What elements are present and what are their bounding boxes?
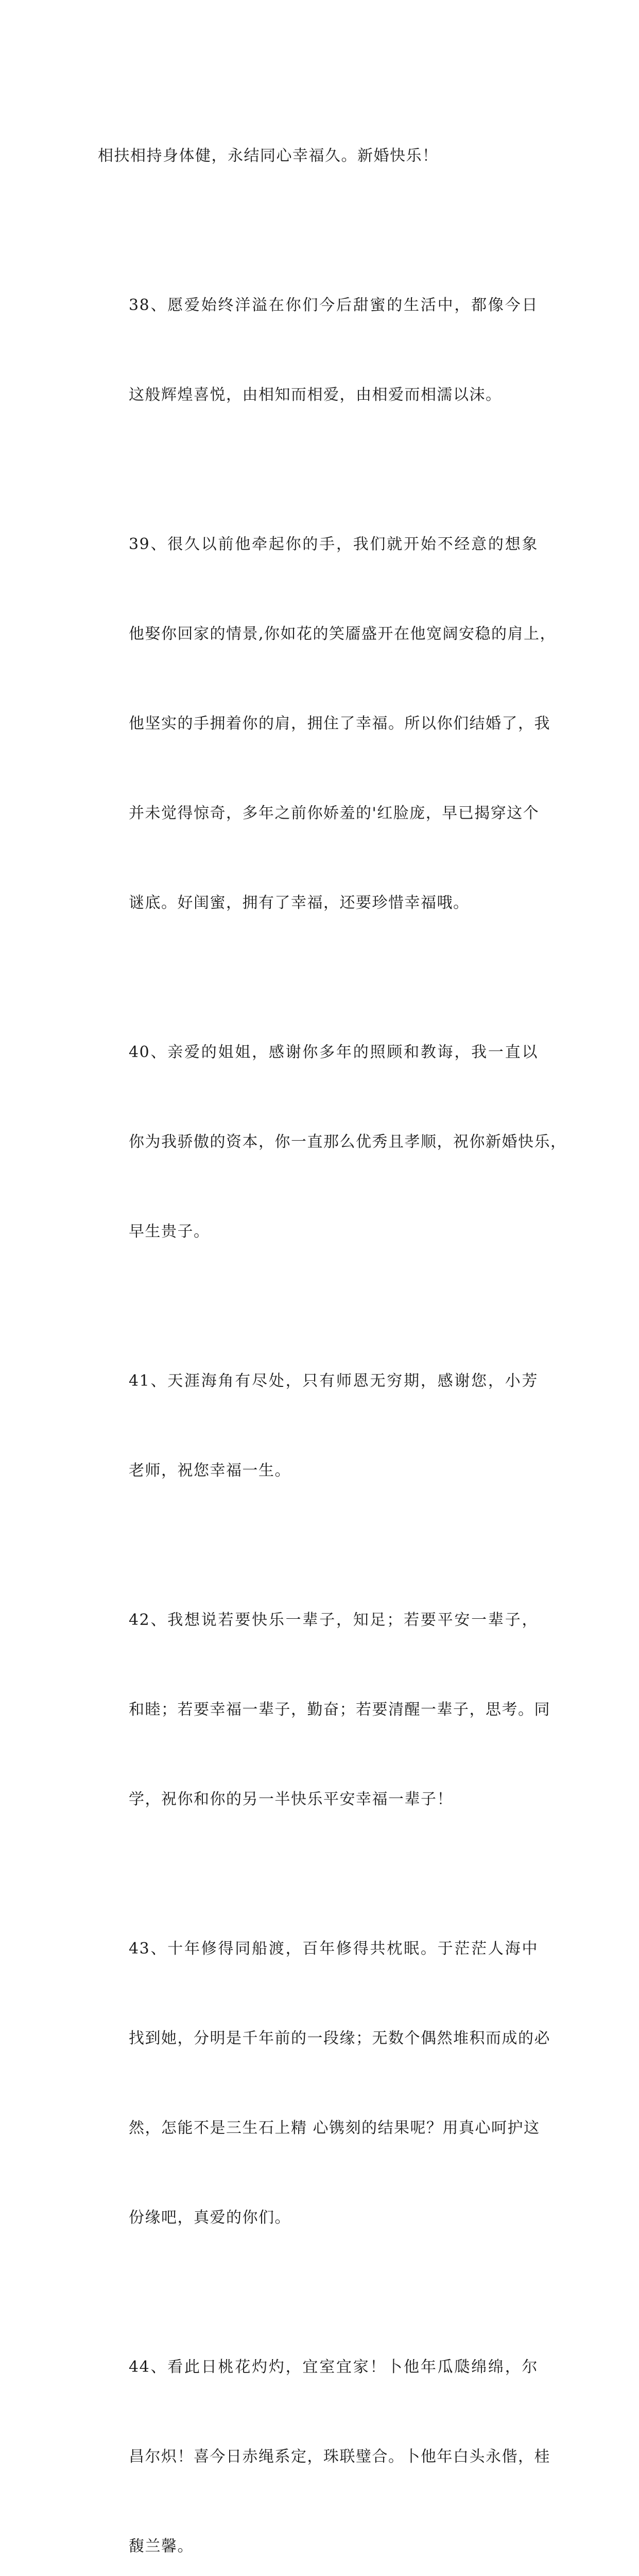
paragraph-43 xyxy=(98,1874,550,2293)
text-line: 他娶你回家的情景,你如花的笑靥盛开在他宽阔安稳的肩上， xyxy=(129,625,557,643)
text-line: 41、天涯海角有尽处，只有师恩无穷期，感谢您，小芳 xyxy=(129,1372,538,1390)
text-line: 你为我骄傲的资本，你一直那么优秀且孝顺，祝你新婚快乐， xyxy=(129,1133,567,1151)
text-line: 这般辉煌喜悦，由相知而相爱，由相爱而相濡以沫。 xyxy=(129,386,502,404)
paragraph-38 xyxy=(98,231,538,470)
text-line: 42、我想说若要快乐一辈子，知足；若要平安一辈子， xyxy=(129,1611,538,1629)
text-line: 44、看此日桃花灼灼，宜室宜家！卜他年瓜瓞绵绵，尔 xyxy=(129,2358,538,2376)
paragraph-42 xyxy=(98,1546,550,1874)
text-line: 老师，祝您幸福一生。 xyxy=(129,1462,291,1480)
text-line: 谜底。好闺蜜，拥有了幸福，还要珍惜幸福哦。 xyxy=(129,894,470,912)
paragraph-37-tail xyxy=(98,81,538,231)
text-line: 早生贵子。 xyxy=(129,1223,210,1241)
text-line: 昌尔炽！喜今日赤绳系定，珠联璧合。卜他年白头永偕，桂 xyxy=(129,2448,550,2466)
text-line: 38、愿爱始终洋溢在你们今后甜蜜的生活中，都像今日 xyxy=(129,296,538,314)
text-line: 学，祝你和你的另一半快乐平安幸福一辈子！ xyxy=(129,1790,453,1808)
text-line: 39、很久以前他牵起你的手，我们就开始不经意的想象 xyxy=(129,535,538,553)
paragraph-40 xyxy=(98,978,567,1307)
paragraph-44 xyxy=(98,2293,550,2576)
text-line: 份缘吧，真爱的你们。 xyxy=(129,2209,291,2227)
document-body xyxy=(98,81,567,2576)
text-line: 和睦；若要幸福一辈子，勤奋；若要清醒一辈子，思考。同 xyxy=(129,1701,550,1719)
text-line: 相扶相持身体健，永结同心幸福久。新婚快乐！ xyxy=(98,147,439,165)
text-line: 43、十年修得同船渡，百年修得共枕眠。于茫茫人海中 xyxy=(129,1940,538,1958)
paragraph-41 xyxy=(98,1307,538,1546)
text-line: 找到她，分明是千年前的一段缘；无数个偶然堆积而成的必 xyxy=(129,2029,550,2047)
text-line: 馥兰馨。 xyxy=(129,2537,194,2555)
text-line: 他坚实的手拥着你的肩，拥住了幸福。所以你们结婚了，我 xyxy=(129,715,550,733)
paragraph-39 xyxy=(98,470,557,978)
text-line: 40、亲爱的姐姐，感谢你多年的照顾和教诲，我一直以 xyxy=(129,1043,538,1061)
text-line: 然，怎能不是三生石上精 心镌刻的结果呢？用真心呵护这 xyxy=(129,2119,540,2137)
text-line: 并未觉得惊奇，多年之前你娇羞的'红脸庞，早已揭穿这个 xyxy=(129,804,540,822)
